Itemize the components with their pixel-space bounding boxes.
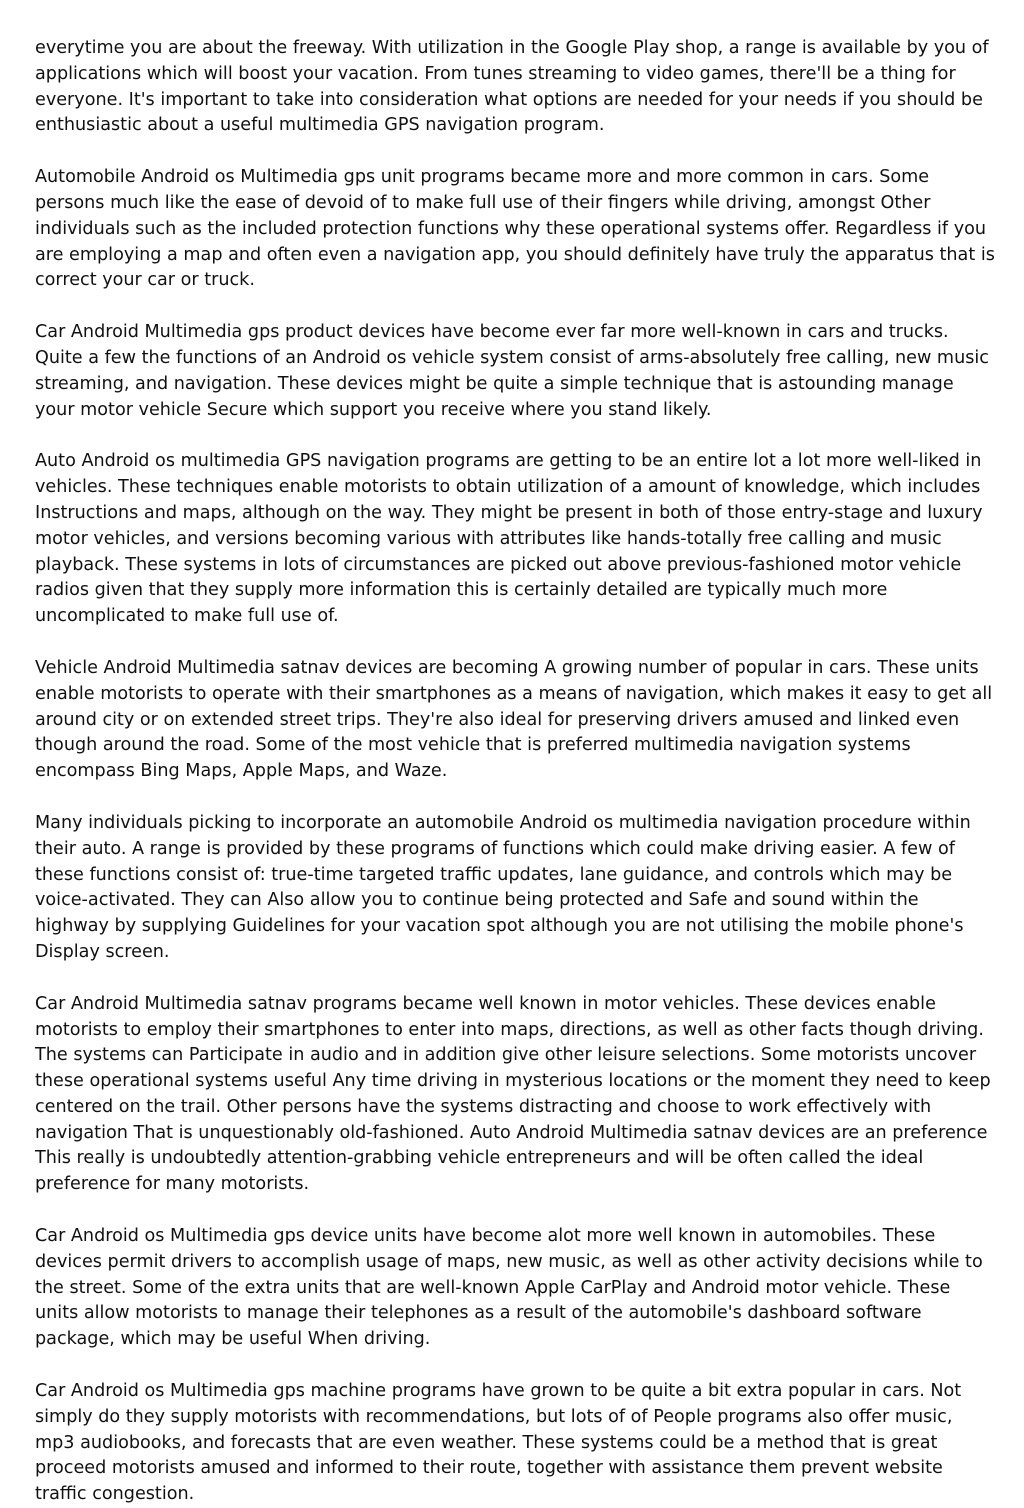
paragraph-8: Car Android os Multimedia gps device units have become alot more well known in automobiles. These devices permit drivers to accomplish usage of maps, new music, as well as other activity decisions while to the street. Some of the extra units that are well-known Apple CarPlay and Android motor vehicle. These units allow motorists to manage their telephones as a result of the automobile's dashboard software package, which may be useful When driving. (35, 1226, 983, 1350)
paragraph-6: Many individuals picking to incorporate an automobile Android os multimedia navigation procedure within their auto. A range is provided by these programs of functions which could make driving easier. A few of these functions consist of: true-time targeted traffic updates, lane guidance, and controls which may be voice-activated. They can Also allow you to continue being protected and Safe and sound within the highway by supplying Guidelines for your vacation spot although you are not utilising the mobile phone's Display screen. (35, 812, 971, 962)
paragraph-5: Vehicle Android Multimedia satnav devices are becoming A growing number of popular in cars. These units enable motorists to operate with their smartphones as a means of navigation, which makes it easy to get all around city or on extended street trips. They're also ideal for preserving drivers amused and linked even though around the road. Some of the most vehicle that is preferred multimedia navigation systems encompass Bing Maps, Apple Maps, and Waze. (35, 657, 993, 782)
paragraph-3: Car Android Multimedia gps product devices have become ever far more well-known in cars and trucks. Quite a few the functions of an Android os vehicle system consist of arms-absolutely free calling, new music streaming, and navigation. These devices might be quite a simple technique that is astounding manage your motor vehicle Secure which support you receive where you stand likely. (35, 322, 989, 420)
paragraph-7: Car Android Multimedia satnav programs became well known in motor vehicles. These devices enable motorists to employ their smartphones to enter into maps, directions, as well as other facts though driving. The systems can Participate in audio and in addition give other leisure selections. Some motorists uncover these operational systems useful Any time driving in mysterious locations or the moment they need to keep centered on the trail. Other persons have the systems distracting and choose to work effectively with navigation That is unquestionably old-fashioned. Auto Android Multimedia satnav devices are an preference This really is undoubtedly attention-grabbing vehicle entrepreneurs and will be often called the ideal preference for many motorists. (35, 993, 991, 1195)
paragraph-9: Car Android os Multimedia gps machine programs have grown to be quite a bit extra popular in cars. Not simply do they supply motorists with recommendations, but lots of of People programs also offer music, mp3 audiobooks, and forecasts that are even weather. These systems could be a method that is great proceed motorists amused and informed to their route, together with assistance them prevent website traffic congestion. (35, 1381, 962, 1505)
paragraph-2: Automobile Android os Multimedia gps unit programs became more and more common in cars. Some persons much like the ease of devoid of to make full use of their fingers while driving, amongst Other individuals such as the included protection functions why these operational systems offer. Regardless if you are employing a map and often even a navigation app, you should definitely have truly the apparatus that is correct your car or truck. (35, 167, 995, 291)
paragraph-1: everytime you are about the freeway. With utilization in the Google Play shop, a range is available by you of applications which will boost your vacation. From tunes streaming to video games, there'll be a thing for everyone. It's important to take into consideration what options are needed for your needs if you should be enthusiastic about a useful multimedia GPS navigation program. (35, 38, 989, 136)
document-body (35, 36, 995, 1508)
paragraph-4: Auto Android os multimedia GPS navigation programs are getting to be an entire lot a lot more well-liked in vehicles. These techniques enable motorists to obtain utilization of a amount of knowledge, which includes Instructions and maps, although on the way. They might be present in both of those entry-stage and luxury motor vehicles, and versions becoming various with attributes like hands-totally free calling and music playback. These systems in lots of circumstances are picked out above previous-fashioned motor vehicle radios given that they supply more information this is certainly detailed are typically much more uncomplicated to make full use of. (35, 451, 983, 627)
